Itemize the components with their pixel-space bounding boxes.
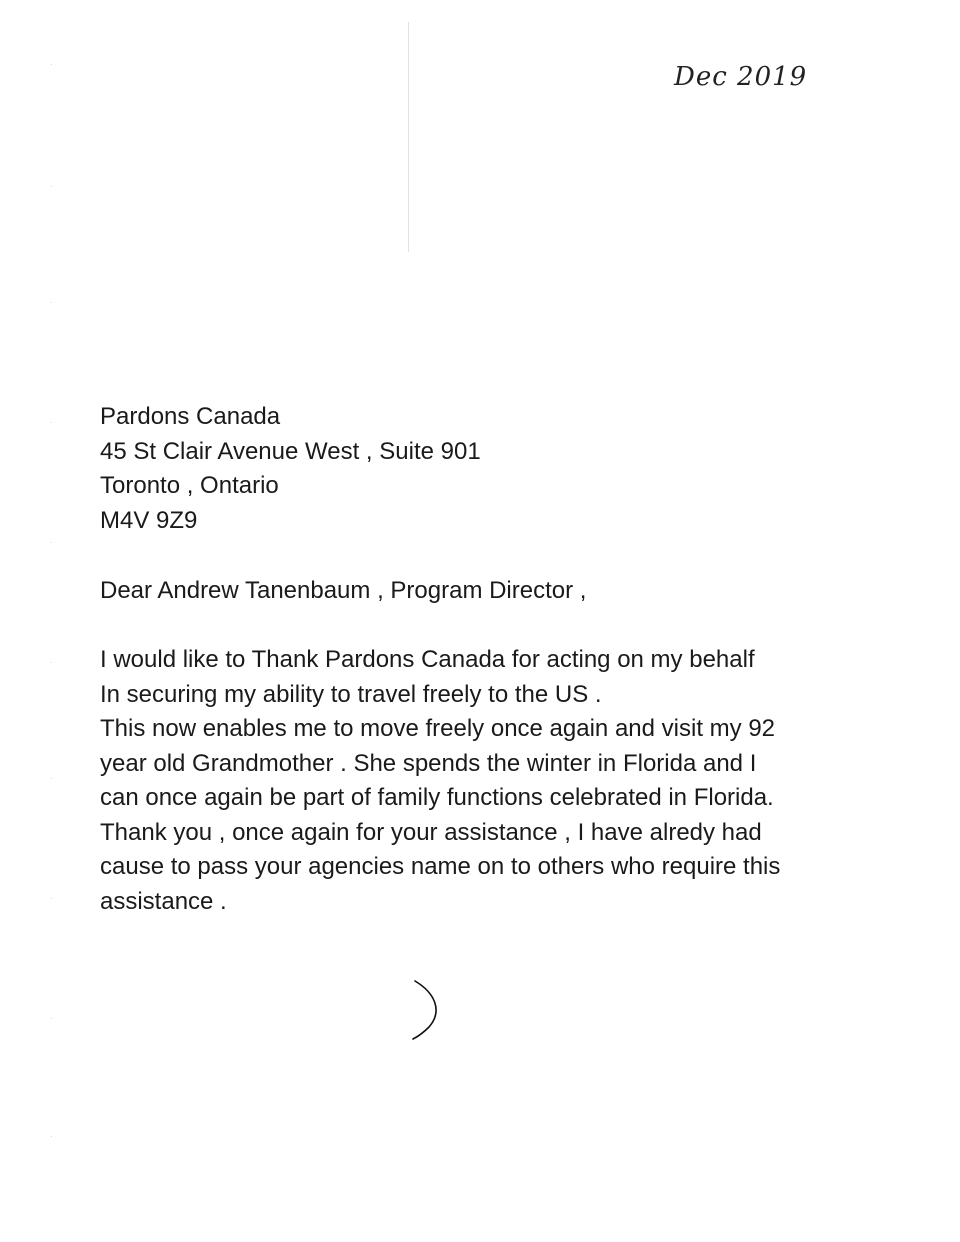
body-line: can once again be part of family functions celebrated in Florida. xyxy=(100,784,774,811)
scan-mark: · xyxy=(50,182,53,191)
body-line: In securing my ability to travel freely to the US . xyxy=(100,680,602,708)
body-line: This now enables me to move freely once again and visit my 92 xyxy=(100,715,776,742)
body-line: Thank you , once again for your assistance , I have alredy had xyxy=(100,818,762,846)
recipient-name: Pardons Canada xyxy=(100,403,281,430)
scan-mark: · xyxy=(50,60,53,69)
body-line: year old Grandmother . She spends the winter in Florida and I xyxy=(100,749,757,777)
letter-body xyxy=(100,643,860,919)
letter-date: Dec 2019 xyxy=(674,62,808,92)
body-line: I would like to Thank Pardons Canada for acting on my behalf xyxy=(100,646,755,673)
recipient-street: 45 St Clair Avenue West , Suite 901 xyxy=(100,437,481,465)
recipient-address xyxy=(100,400,481,538)
body-line: assistance . xyxy=(100,887,227,915)
scan-mark: · xyxy=(50,894,53,903)
scan-mark: · xyxy=(50,1014,53,1023)
body-line: cause to pass your agencies name on to others who require this xyxy=(100,853,781,880)
scan-mark: · xyxy=(50,538,53,547)
salutation: Dear Andrew Tanenbaum , Program Director , xyxy=(100,577,587,604)
scan-mark: · xyxy=(50,658,53,667)
scan-mark: · xyxy=(50,298,53,307)
scan-mark: · xyxy=(50,774,53,783)
recipient-postal-code: M4V 9Z9 xyxy=(100,506,198,534)
scan-mark: · xyxy=(50,1132,53,1141)
scan-mark: · xyxy=(50,418,53,427)
recipient-city: Toronto , Ontario xyxy=(100,472,279,499)
scan-fold-line xyxy=(408,22,409,252)
signature-mark xyxy=(405,975,445,1045)
